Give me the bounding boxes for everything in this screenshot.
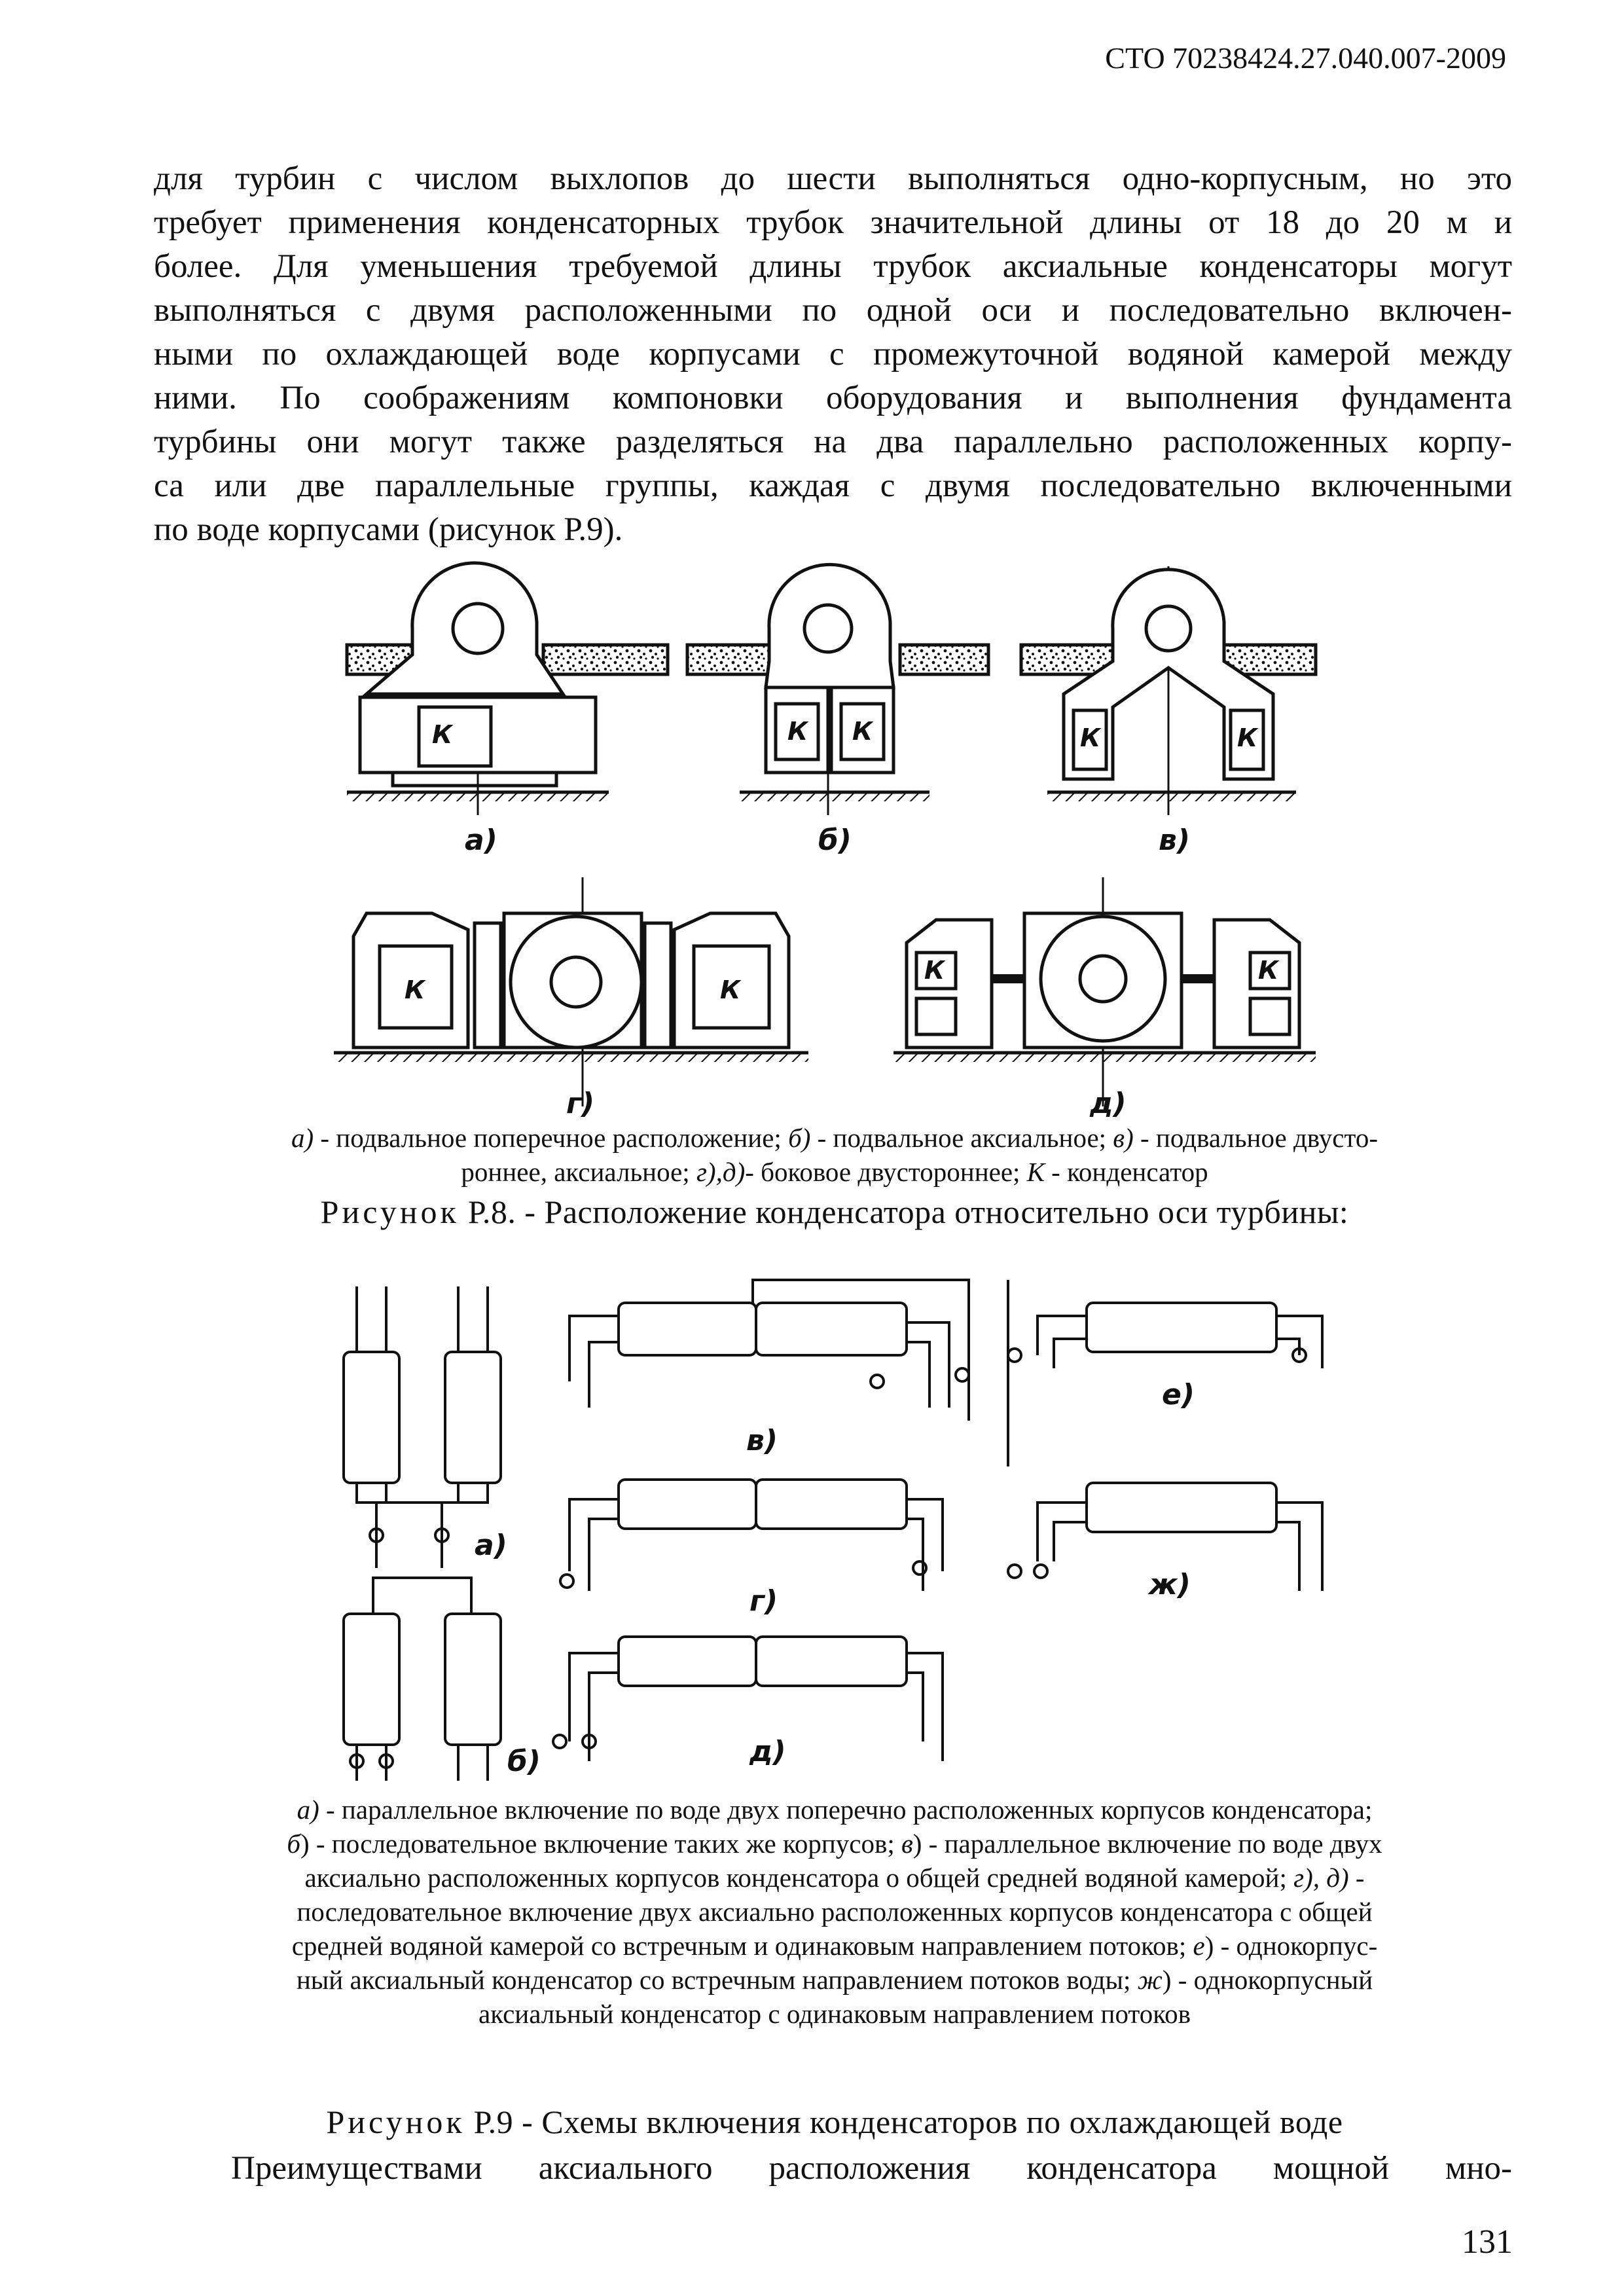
page-number: 131	[1462, 2223, 1513, 2261]
caption-fragment: К	[1026, 1157, 1045, 1187]
fig9-label-g: г)	[749, 1584, 778, 1618]
fig9-label-v: в)	[746, 1424, 778, 1457]
condenser-mark: К	[924, 956, 945, 985]
caption-fragment: - подвальное поперечное расположение;	[314, 1123, 789, 1153]
caption-fragment: последовательное включение двух аксиально расположенных корпусов конденсатора с общей	[297, 1897, 1373, 1927]
figure-8-title-text: Р.8. - Расположение конденсатора относительно оси турбины:	[467, 1194, 1349, 1230]
condenser-mark: К	[405, 975, 425, 1004]
caption-fragment: ) - последовательное включение таких же корпусов;	[300, 1829, 901, 1859]
fig8-label-g: г)	[566, 1087, 595, 1120]
fig8-label-b: б)	[818, 824, 852, 857]
body-line: ними. По соображениям компоновки оборудования и выполнения фундамента	[154, 380, 1512, 416]
fig9-label-zh: ж)	[1149, 1568, 1191, 1601]
condenser-mark: К	[720, 975, 741, 1004]
fig9-label-b: б)	[507, 1745, 541, 1778]
figure-9-title	[157, 2103, 1512, 2141]
caption-fragment: ный аксиальный конденсатор со встречным направлением потоков воды;	[296, 1965, 1138, 1995]
document-code: СТО 70238424.27.040.007-2009	[1105, 41, 1506, 75]
caption-fragment: аксиально расположенных корпусов конденсатора о общей средней водяной камерой;	[304, 1863, 1294, 1893]
body-line: турбины они могут также разделяться на два параллельно расположенных корпу-	[154, 424, 1512, 460]
caption-fragment: в	[901, 1829, 913, 1859]
closing-paragraph: Преимуществами аксиального расположения конденсатора мощной мно-	[231, 2150, 1512, 2187]
fig9-scheme-a	[344, 1286, 501, 1568]
caption-fragment: е	[1193, 1931, 1205, 1961]
caption-fragment: ) - параллельное включение по воде двух	[912, 1829, 1382, 1859]
caption-fragment: г), д)	[1293, 1863, 1349, 1893]
caption-fragment: роннее, аксиальное;	[461, 1157, 696, 1187]
caption-fragment: средней водяной камерой со встречным и одинаковым направлением потоков;	[291, 1931, 1193, 1961]
condenser-mark: К	[852, 717, 873, 746]
fig8-label-c: в)	[1159, 824, 1190, 857]
fig9-scheme-g	[560, 1480, 943, 1591]
fig9-label-e: е)	[1162, 1378, 1195, 1412]
caption-fragment: в)	[1113, 1123, 1134, 1153]
condenser-mark: К	[1258, 956, 1279, 985]
fig8-label-d: д)	[1090, 1087, 1127, 1120]
fig9-label-a: а)	[475, 1529, 507, 1562]
fig9-scheme-d	[553, 1637, 943, 1761]
caption-fragment: -	[1348, 1863, 1365, 1893]
caption-fragment: б)	[788, 1123, 811, 1153]
figure-word: Рисунок	[326, 2104, 465, 2140]
caption-fragment: а)	[297, 1795, 319, 1825]
figure-word: Рисунок	[320, 1194, 460, 1230]
caption-fragment: аксиальный конденсатор с одинаковым направлением потоков	[478, 1999, 1191, 2029]
caption-fragment: г),д)	[696, 1157, 746, 1187]
fig8-label-a: а)	[465, 824, 497, 857]
fig9-label-d: д)	[749, 1735, 786, 1768]
caption-fragment: - боковое двустороннее;	[745, 1157, 1027, 1187]
caption-fragment: - подвальное двусто-	[1133, 1123, 1378, 1153]
body-line: для турбин с числом выхлопов до шести выполняться одно-корпусным, но это	[154, 160, 1512, 197]
caption-fragment: а)	[291, 1123, 314, 1153]
caption-fragment: - параллельное включение по воде двух поперечно расположенных корпусов конденсатора;	[319, 1795, 1373, 1825]
condenser-mark: К	[787, 717, 808, 746]
fig9-scheme-b	[344, 1578, 501, 1781]
condenser-mark: К	[432, 720, 453, 749]
fig9-scheme-e	[1008, 1303, 1322, 1368]
caption-fragment: - конденсатор	[1044, 1157, 1208, 1187]
caption-fragment: - подвальное аксиальное;	[810, 1123, 1113, 1153]
caption-fragment: ж	[1137, 1965, 1163, 1995]
condenser-mark: К	[1237, 723, 1258, 752]
body-line: более. Для уменьшения требуемой длины трубок аксиальные конденсаторы могут	[154, 248, 1512, 285]
body-line: требует применения конденсаторных трубок значительной длины от 18 до 20 м и	[154, 204, 1512, 241]
caption-fragment: ) - однокорпус-	[1204, 1931, 1378, 1961]
caption-fragment: б	[287, 1829, 300, 1859]
caption-fragment: ) - однокорпусный	[1162, 1965, 1373, 1995]
body-line: по воде корпусами (рисунок Р.9).	[154, 511, 623, 548]
condenser-mark: К	[1080, 723, 1101, 752]
body-line: выполняться с двумя расположенными по одной оси и последовательно включен-	[154, 292, 1512, 329]
body-line: са или две параллельные группы, каждая с двумя последовательно включенными	[154, 467, 1512, 504]
figure-9-title-text: Р.9 - Схемы включения конденсаторов по охлаждающей воде	[473, 2104, 1343, 2140]
figure-9-caption	[157, 1793, 1512, 2031]
fig9-scheme-v	[569, 1280, 1008, 1467]
body-line: ными по охлаждающей воде корпусами с промежуточной водяной камерой между	[154, 336, 1512, 373]
